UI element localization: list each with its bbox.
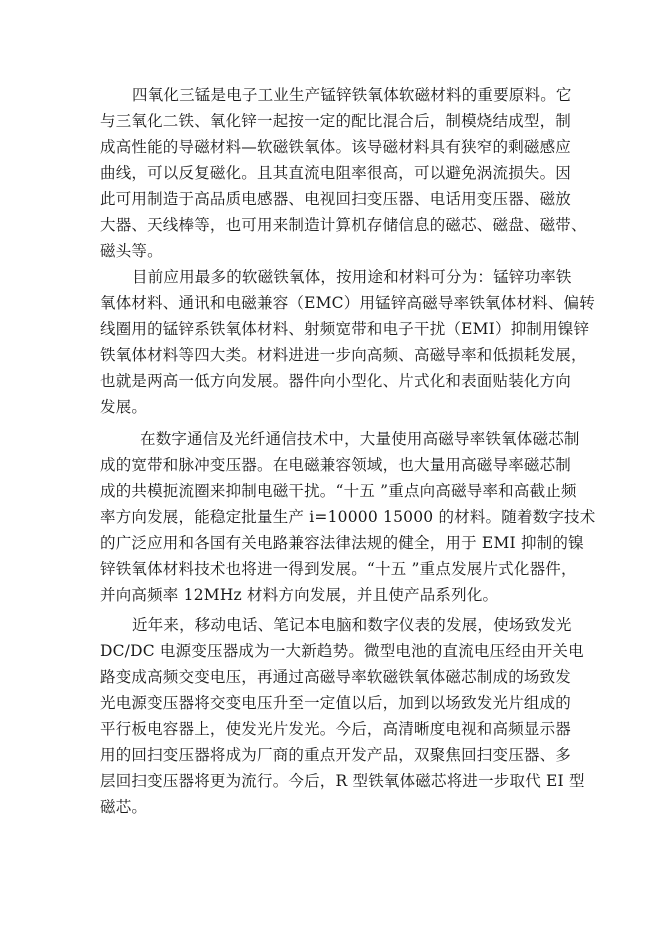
paragraph-4-line-7: 层回扫变压器将更为流行。今后，R 型铁氧体磁芯将进一步取代 EI 型: [100, 772, 585, 790]
paragraph-2-line-6: 发展。: [100, 398, 148, 416]
paragraph-3-line-3: 成的共模扼流圈来抑制电磁干扰。“十五 ”重点向高磁导率和高截止频: [100, 482, 577, 500]
paragraph-4-line-8: 磁芯。: [100, 798, 148, 816]
paragraph-2-line-4: 铁氧体材料等四大类。材料进进一步向高频、高磁导率和低损耗发展，: [100, 346, 587, 364]
paragraph-4-line-2: DC/DC 电源变压器成为一大新趋势。微型电池的直流电压经由开关电: [100, 642, 584, 660]
paragraph-1-line-2: 与三氧化二铁、氧化锌一起按一定的配比混合后，制模烧结成型，制: [100, 112, 572, 130]
paragraph-2-line-2: 氧体材料、通讯和电磁兼容（EMC）用锰锌高磁导率铁氧体材料、偏转: [100, 294, 595, 312]
paragraph-3-line-7: 并向高频率 12MHz 材料方向发展，并且使产品系列化。: [100, 586, 499, 604]
paragraph-3-line-6: 锌铁氧体材料技术也将进一得到发展。“十五 ”重点发展片式化器件，: [100, 560, 577, 578]
paragraph-2-line-5: 也就是两高一低方向发展。器件向小型化、片式化和表面贴装化方向: [100, 372, 572, 390]
paragraph-1-line-1: 四氧化三锰是电子工业生产锰锌铁氧体软磁材料的重要原料。它: [132, 86, 572, 104]
paragraph-4-line-5: 平行板电容器上，使发光片发光。今后，高清晰度电视和高频显示器: [100, 720, 572, 738]
paragraph-3-line-5: 的广泛应用和各国有关电路兼容法律法规的健全，用于 EMI 抑制的镍: [100, 534, 584, 552]
paragraph-4-line-3: 路变成高频交变电压，再通过高磁导率软磁铁氧体磁芯制成的场致发: [100, 668, 572, 686]
paragraph-1-line-3: 成高性能的导磁材料—软磁铁氧体。该导磁材料具有狭窄的剩磁感应: [100, 138, 572, 156]
paragraph-1-line-6: 大器、天线棒等，也可用来制造计算机存储信息的磁芯、磁盘、磁带、: [100, 216, 587, 234]
paragraph-4-line-6: 用的回扫变压器将成为厂商的重点开发产品，双聚焦回扫变压器、多: [100, 746, 572, 764]
paragraph-1-line-5: 此可用制造于高品质电感器、电视回扫变压器、电话用变压器、磁放: [100, 190, 572, 208]
paragraph-2-line-1: 目前应用最多的软磁铁氧体，按用途和材料可分为：锰锌功率铁: [132, 268, 572, 286]
paragraph-3-line-1: 在数字通信及光纤通信技术中，大量使用高磁导率铁氧体磁芯制: [140, 430, 580, 448]
paragraph-1-line-7: 磁头等。: [100, 242, 163, 260]
paragraph-3-line-2: 成的宽带和脉冲变压器。在电磁兼容领域，也大量用高磁导率磁芯制: [100, 456, 572, 474]
paragraph-1-line-4: 曲线，可以反复磁化。且其直流电阻率很高，可以避免涡流损失。因: [100, 164, 572, 182]
paragraph-4-line-4: 光电源变压器将交变电压升至一定值以后，加到以场致发光片组成的: [100, 694, 572, 712]
paragraph-4-line-1: 近年来，移动电话、笔记本电脑和数字仪表的发展，使场致发光: [132, 616, 572, 634]
paragraph-2-line-3: 线圈用的锰锌系铁氧体材料、射频宽带和电子干扰（EMI）抑制用镍锌: [100, 320, 590, 338]
paragraph-3-line-4: 率方向发展，能稳定批量生产 i=10000 15000 的材料。随着数字技术: [100, 508, 596, 526]
